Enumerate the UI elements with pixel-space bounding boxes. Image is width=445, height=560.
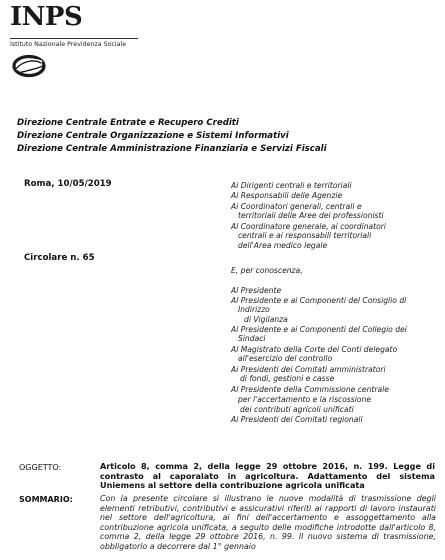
- recipient-cc-line: all'esercizio del controllo: [238, 354, 333, 363]
- recipient-line: centrali e ai responsabili territoriali: [238, 231, 372, 240]
- sommario-text: Con la presente circolare si illustrano le nuove modalità di trasmissione degli elementi retributivi, contributivi e assicurativi riferiti ai rapporti di lavoro instaurati nel settore dell'agricoltura, ai fini dell'accertamento e assoggettamento alla contribuzione agricola unificata, a seguito delle modifiche introdotte dall'articolo 8, comma 2, della legge 29 ottobre 2016, n. 99. Il nuovo sistema di trasmissione, obbligatorio a decorrere dal 1° gennaio: [100, 494, 436, 551]
- oggetto-text: Articolo 8, comma 2, della legge 29 ottobre 2016, n. 199. Legge di contrasto al caporalato in agricoltura. Adattamento del sistema Uniemens al settore della contribuzione agricola unificata: [100, 461, 435, 491]
- sommario-label: SOMMARIO:: [19, 495, 73, 504]
- recipient-cc-line: Al Presidente della Commissione centrale: [231, 385, 389, 394]
- recipient-line: Ai Responsabili delle Agenzie: [231, 191, 343, 200]
- recipient-line: Al Coordinatore generale, ai coordinatori: [231, 222, 387, 231]
- place-date: Roma, 10/05/2019: [24, 179, 112, 189]
- recipient-cc-line: dei contributi agricoli unificati: [240, 405, 354, 414]
- recipient-line: dell'Area medico legale: [238, 241, 328, 250]
- inps-logo: INPS: [10, 2, 83, 32]
- recipient-line: Ai Dirigenti centrali e territoriali: [231, 181, 352, 190]
- recipient-cc-line: Al Presidente: [231, 286, 282, 295]
- logo-divider: [10, 38, 138, 39]
- recipient-cc-line: Al Presidente e ai Componenti del Collegio dei: [231, 325, 407, 334]
- recipient-line: territoriali delle Aree dei professionisti: [238, 211, 384, 220]
- inps-emblem-icon: [12, 54, 46, 78]
- direzione-line: Direzione Centrale Entrate e Recupero Crediti: [17, 118, 239, 128]
- direzione-line: Direzione Centrale Amministrazione Finanziaria e Servizi Fiscali: [17, 144, 327, 154]
- recipient-cc-line: Ai Presidenti dei Comitati amministratori: [231, 365, 386, 374]
- recipient-cc-line: Sindaci: [238, 334, 266, 343]
- per-conoscenza: E, per conoscenza,: [231, 266, 303, 275]
- recipient-cc-line: Indirizzo: [238, 305, 270, 314]
- direzione-line: Direzione Centrale Organizzazione e Sistemi Informativi: [17, 131, 289, 141]
- recipient-line: Ai Coordinatori generali, centrali e: [231, 202, 362, 211]
- circolare-number: Circolare n. 65: [24, 253, 95, 263]
- recipient-cc-line: di Vigilanza: [244, 315, 288, 324]
- recipient-cc-line: per l'accertamento e la riscossione: [238, 395, 371, 404]
- recipient-cc-line: Al Presidente e ai Componenti del Consiglio di: [231, 296, 407, 305]
- recipient-cc-line: Ai Presidenti dei Comitati regionali: [231, 415, 363, 424]
- recipient-cc-line: Al Magistrato della Corte dei Conti delegato: [231, 345, 398, 354]
- oggetto-label: OGGETTO:: [19, 463, 62, 472]
- logo-subtitle: Istituto Nazionale Previdenza Sociale: [10, 41, 127, 48]
- recipient-cc-line: di fondi, gestioni e casse: [240, 374, 335, 383]
